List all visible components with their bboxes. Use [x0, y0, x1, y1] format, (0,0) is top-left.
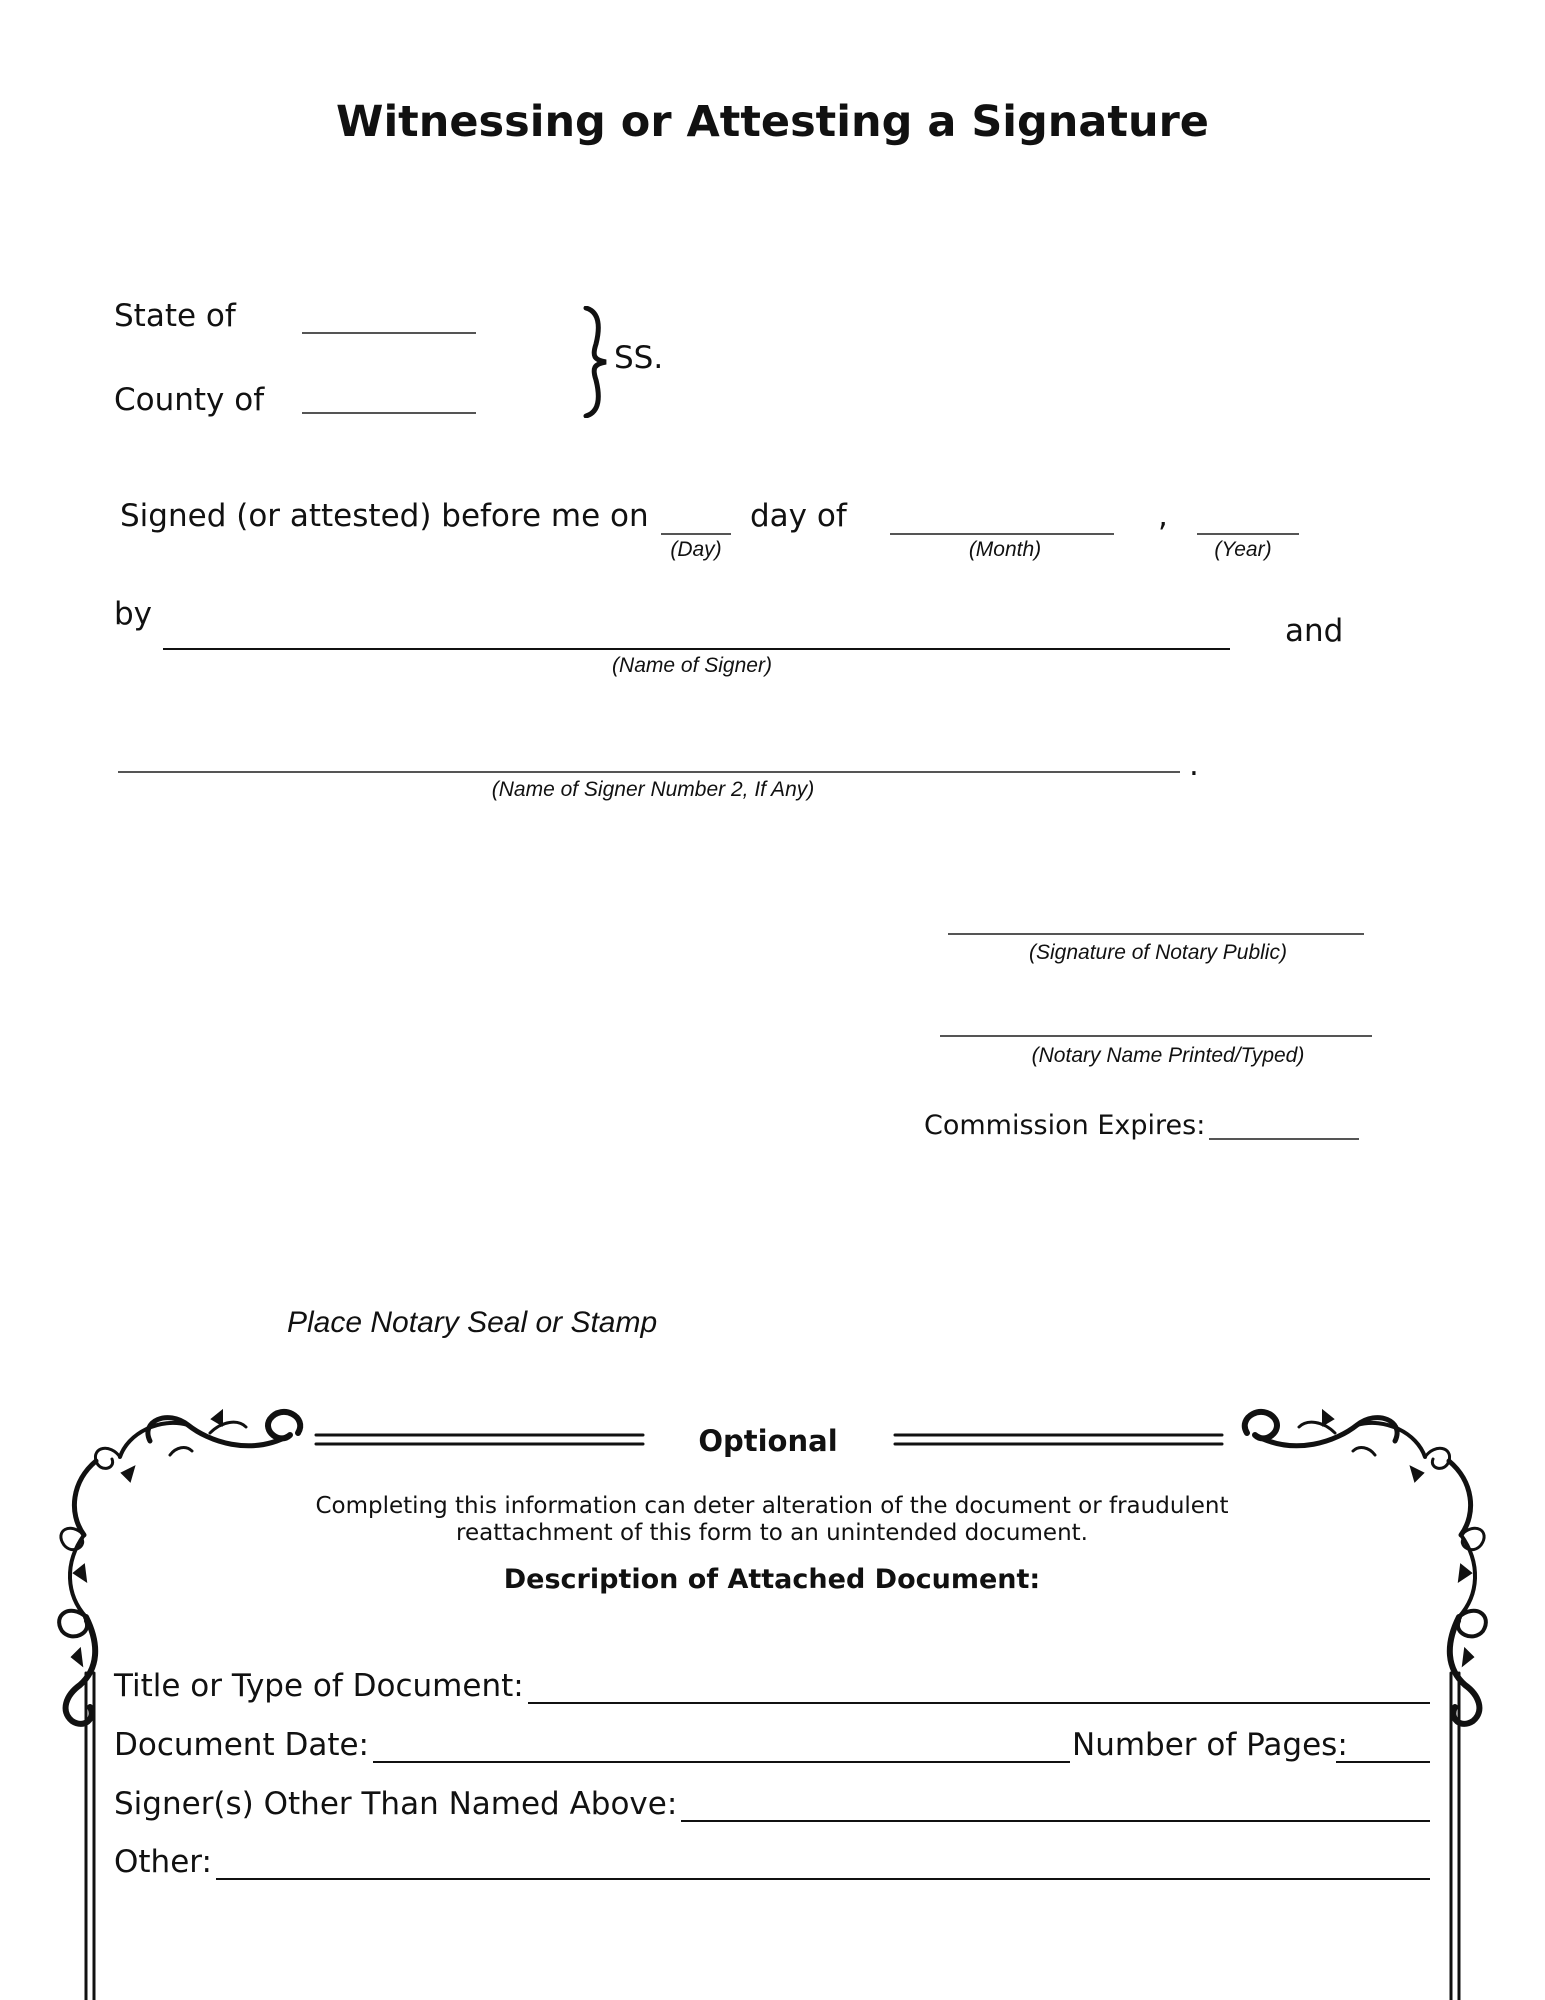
- curly-brace: [582, 306, 610, 418]
- title-field[interactable]: [500, 1702, 1430, 1704]
- notary-signature-field[interactable]: [948, 933, 1364, 935]
- commission-label: Commission Expires:: [924, 1110, 1206, 1141]
- day-caption: (Day): [670, 538, 722, 561]
- optional-heading: Optional: [698, 1424, 838, 1458]
- notary-name-caption: (Notary Name Printed/Typed): [1031, 1044, 1305, 1067]
- optional-notice: [272, 1493, 1272, 1547]
- signer-name-field[interactable]: [163, 648, 1230, 650]
- ss-label: SS.: [614, 340, 664, 376]
- and-label: and: [1285, 613, 1344, 649]
- date-field[interactable]: [358, 1761, 1070, 1763]
- seal-placeholder-text: Place Notary Seal or Stamp: [287, 1306, 658, 1339]
- signer2-caption: (Name of Signer Number 2, If Any): [491, 778, 815, 801]
- other-label: Other:: [114, 1842, 216, 1882]
- title-label: Title or Type of Document:: [114, 1666, 528, 1706]
- optional-notice-line2: reattachment of this form to an unintended document.: [456, 1520, 1088, 1546]
- description-heading: Description of Attached Document:: [503, 1564, 1041, 1595]
- signer-name-caption: (Name of Signer): [612, 654, 772, 677]
- state-label: State of: [114, 298, 236, 334]
- page-title: Witnessing or Attesting a Signature: [336, 97, 1209, 147]
- month-caption: (Month): [968, 538, 1042, 561]
- comma: ,: [1158, 498, 1168, 534]
- state-field[interactable]: [302, 332, 476, 334]
- day-field[interactable]: [661, 533, 731, 535]
- year-field[interactable]: [1197, 533, 1299, 535]
- day-of-text: day of: [750, 498, 847, 534]
- pages-field[interactable]: [1336, 1761, 1430, 1763]
- by-label: by: [114, 596, 153, 632]
- signer2-name-field[interactable]: [118, 771, 1180, 773]
- year-caption: (Year): [1214, 538, 1272, 561]
- county-field[interactable]: [302, 412, 476, 414]
- optional-notice-line1: Completing this information can deter alteration of the document or fraudulent: [315, 1493, 1229, 1519]
- signer2-period: .: [1189, 747, 1199, 783]
- county-label: County of: [114, 382, 265, 418]
- signers-label: Signer(s) Other Than Named Above:: [114, 1784, 681, 1824]
- notary-signature-caption: (Signature of Notary Public): [1029, 941, 1287, 964]
- commission-field[interactable]: [1209, 1138, 1359, 1140]
- pages-label: Number of Pages:: [1072, 1727, 1348, 1763]
- signed-text: Signed (or attested) before me on: [120, 498, 649, 534]
- signers-field[interactable]: [636, 1820, 1430, 1822]
- date-label: Document Date:: [114, 1725, 373, 1765]
- month-field[interactable]: [890, 533, 1114, 535]
- notary-name-field[interactable]: [940, 1035, 1372, 1037]
- other-field[interactable]: [210, 1878, 1430, 1880]
